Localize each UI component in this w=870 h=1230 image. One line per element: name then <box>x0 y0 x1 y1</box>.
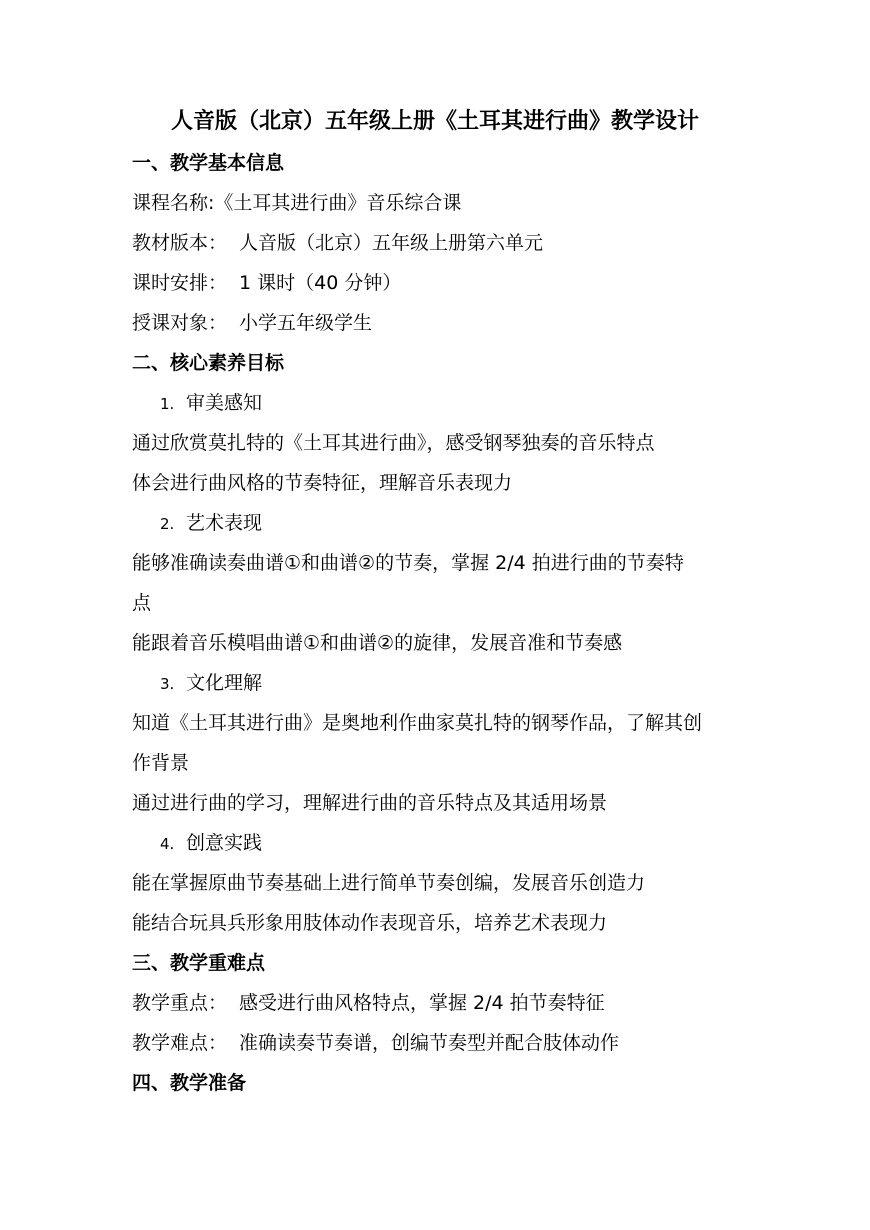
paragraph-line: 能结合玩具兵形象用肢体动作表现音乐，培养艺术表现力 <box>132 912 608 934</box>
section-heading-basic-info: 一、教学基本信息 <box>132 152 285 174</box>
class-hours-field <box>132 270 772 296</box>
list-label: 创意实践 <box>186 832 263 854</box>
paragraph-line: 能跟着音乐模唱曲谱①和曲谱②的旋律，发展音准和节奏感 <box>132 632 623 654</box>
goal-item-aesthetic <box>160 390 800 417</box>
field-label: 授课对象： <box>132 312 228 334</box>
section-heading-core-goals: 二、核心素养目标 <box>132 352 285 374</box>
textbook-version-field <box>132 230 772 256</box>
list-label: 艺术表现 <box>186 512 263 534</box>
list-number: 4. <box>160 835 175 853</box>
field-value: 1 课时（40 分钟） <box>239 272 402 294</box>
list-number: 1. <box>160 395 175 413</box>
paragraph-line: 作背景 <box>132 752 190 774</box>
field-value: 人音版（北京）五年级上册第六单元 <box>239 232 544 254</box>
paragraph-line: 点 <box>132 592 152 614</box>
goal-item-culture <box>160 670 800 697</box>
list-label: 审美感知 <box>186 392 263 414</box>
paragraph-line: 通过进行曲的学习，理解进行曲的音乐特点及其适用场景 <box>132 792 608 814</box>
key-point-field <box>132 990 772 1016</box>
list-label: 文化理解 <box>186 672 263 694</box>
field-value: 小学五年级学生 <box>239 312 373 334</box>
course-name-line: 课程名称:《土耳其进行曲》音乐综合课 <box>132 192 462 214</box>
field-label: 教学重点： <box>132 992 228 1014</box>
goal-item-creative <box>160 830 800 857</box>
target-students-field <box>132 310 772 336</box>
goal-item-art-expression <box>160 510 800 537</box>
section-heading-preparation: 四、教学准备 <box>132 1072 247 1094</box>
field-value: 准确读奏节奏谱，创编节奏型并配合肢体动作 <box>239 1032 620 1054</box>
field-label: 教学难点： <box>132 1032 228 1054</box>
paragraph-line: 知道《土耳其进行曲》是奥地利作曲家莫扎特的钢琴作品，了解其创 <box>132 712 703 734</box>
list-number: 3. <box>160 675 175 693</box>
document-title: 人音版（北京）五年级上册《土耳其进行曲》教学设计 <box>170 109 699 134</box>
difficult-point-field <box>132 1030 772 1056</box>
paragraph-line: 通过欣赏莫扎特的《土耳其进行曲》，感受钢琴独奏的音乐特点 <box>132 432 655 454</box>
field-value: 感受进行曲风格特点，掌握 2/4 拍节奏特征 <box>239 992 605 1014</box>
paragraph-line: 能在掌握原曲节奏基础上进行简单节奏创编，发展音乐创造力 <box>132 872 646 894</box>
field-label: 课时安排： <box>132 272 228 294</box>
paragraph-line: 体会进行曲风格的节奏特征，理解音乐表现力 <box>132 472 513 494</box>
section-heading-key-points: 三、教学重难点 <box>132 952 266 974</box>
field-label: 教材版本： <box>132 232 228 254</box>
list-number: 2. <box>160 515 175 533</box>
paragraph-line: 能够准确读奏曲谱①和曲谱②的节奏，掌握 2/4 拍进行曲的节奏特 <box>132 552 684 574</box>
